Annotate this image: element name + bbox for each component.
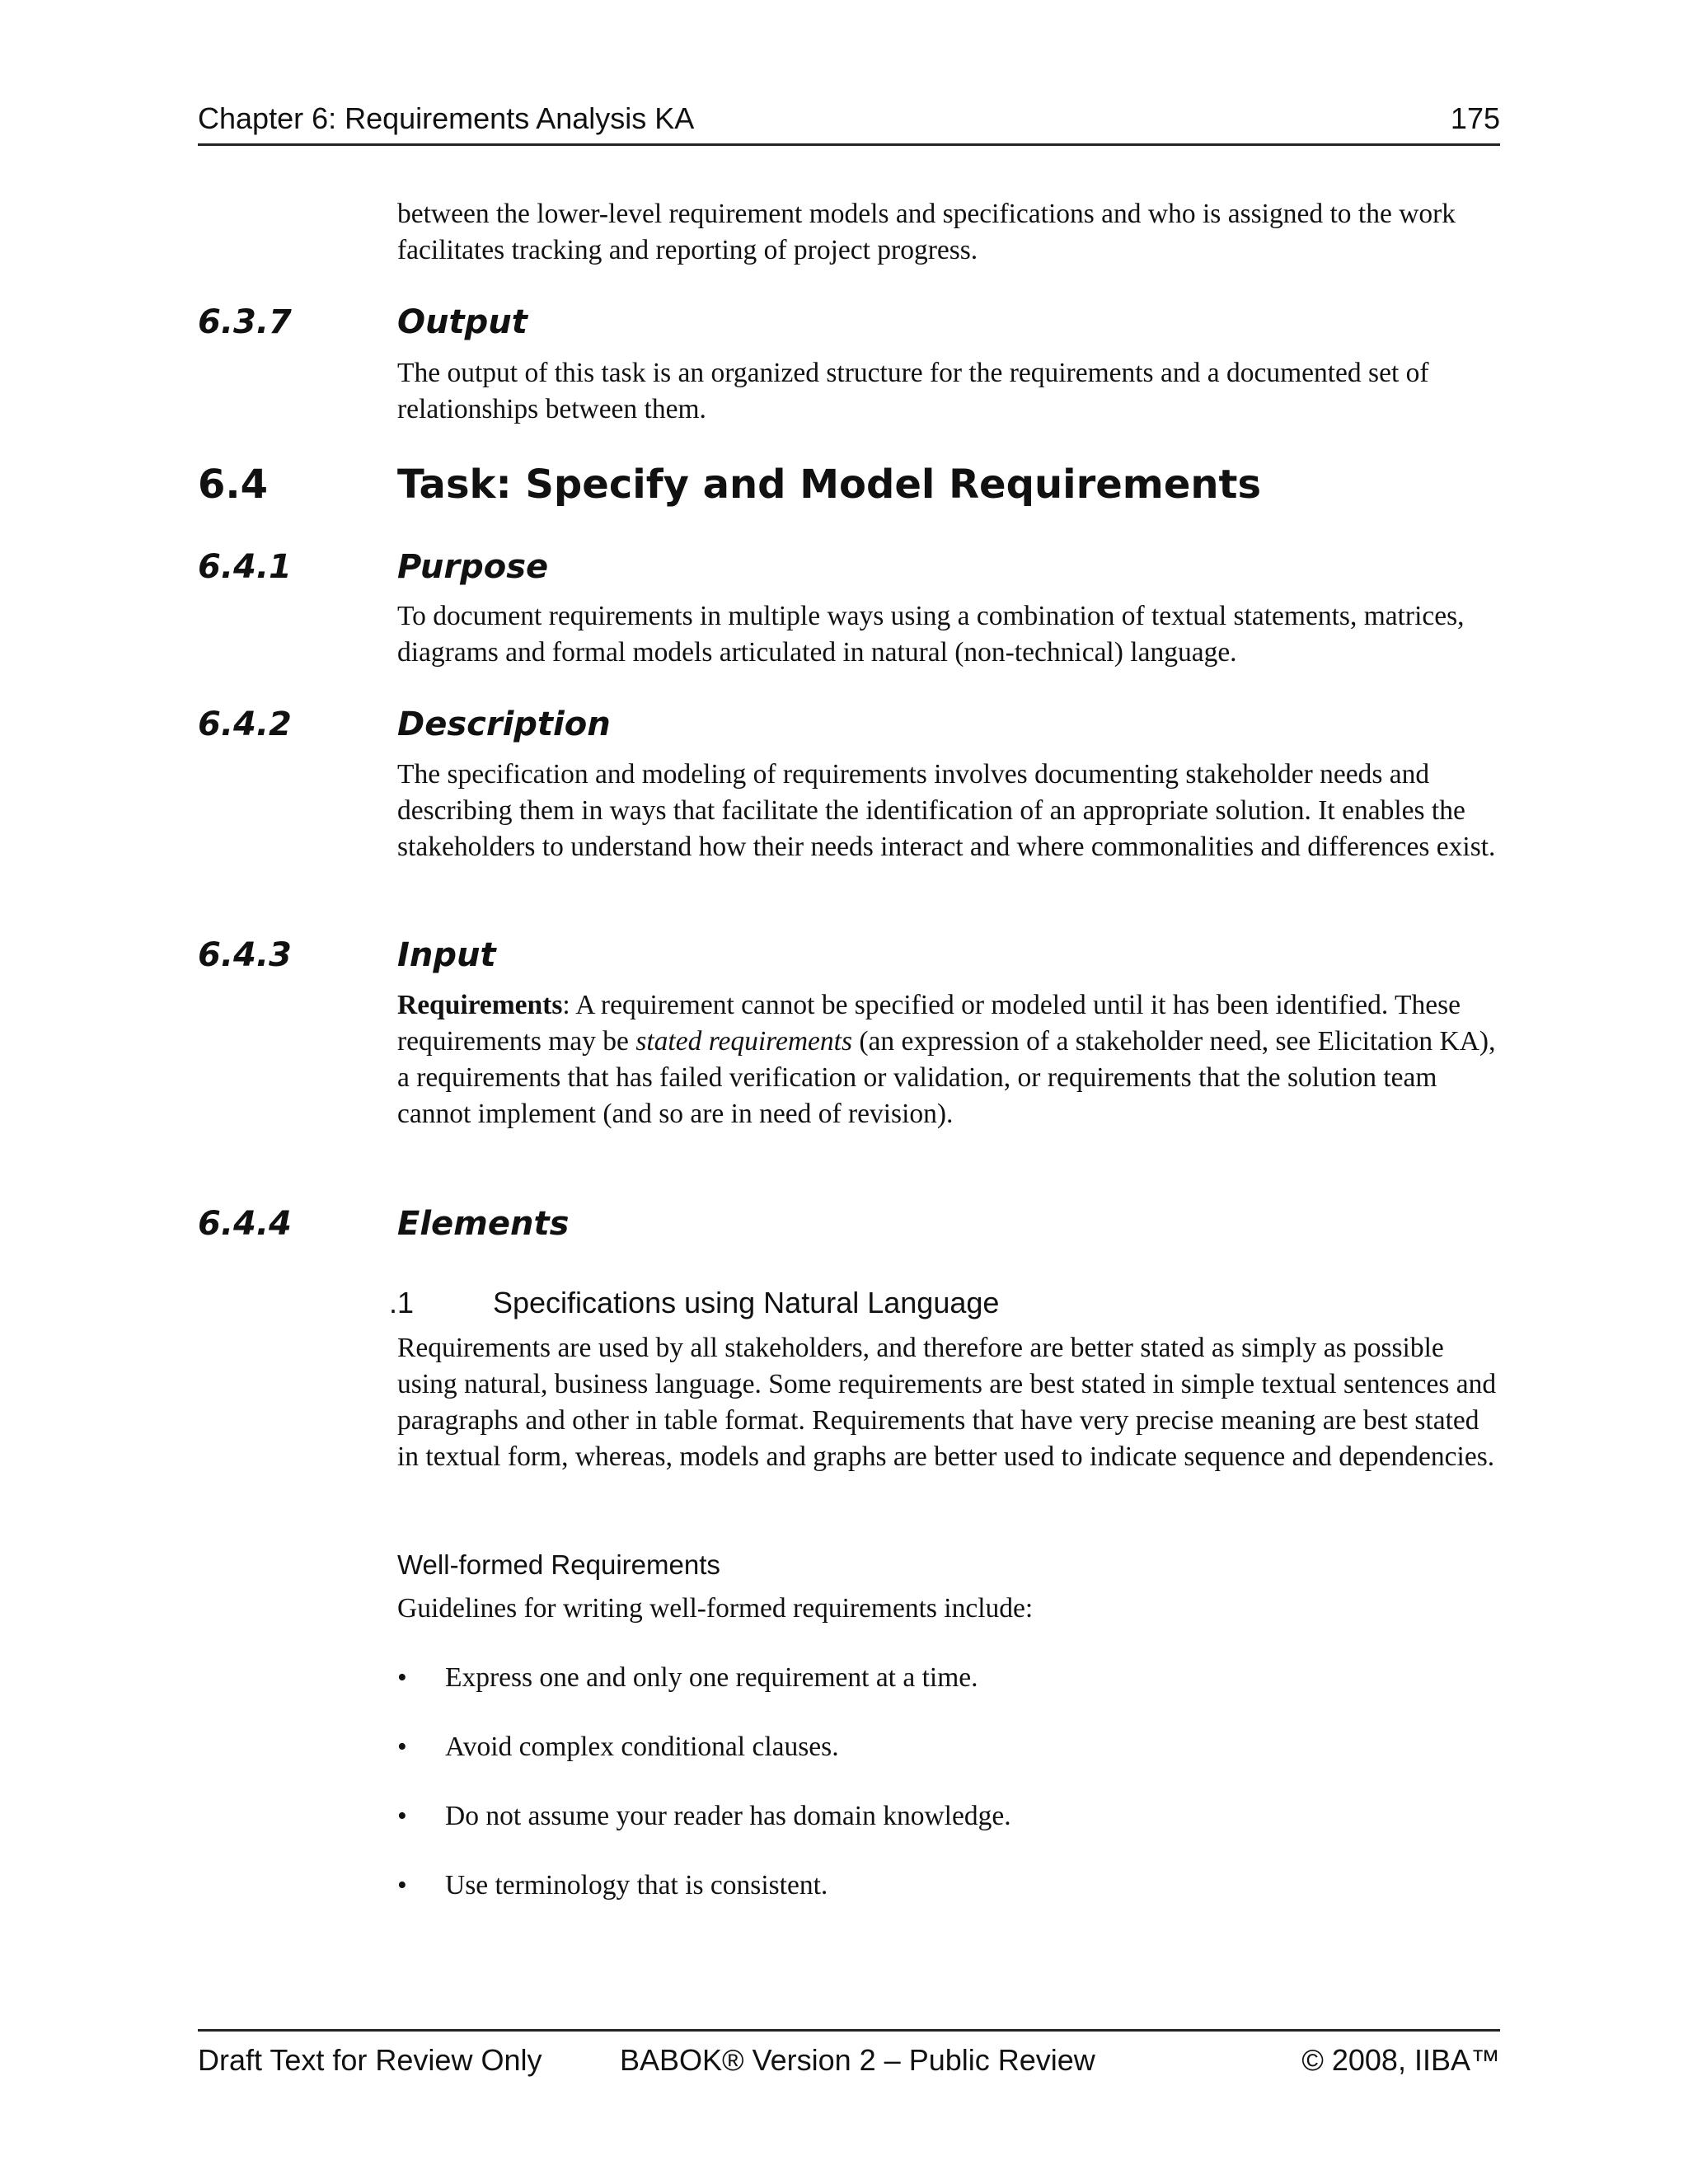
- bullet-icon: •: [397, 1801, 407, 1831]
- section-number-64: 6.4: [198, 462, 269, 508]
- subsection-number: .1: [389, 1286, 415, 1319]
- input-emphasis: stated requirements: [635, 1026, 852, 1057]
- bullet-icon: •: [397, 1662, 407, 1693]
- section-title-input: Input: [397, 936, 496, 974]
- list-item-text: Express one and only one requirement at a time.: [445, 1662, 978, 1693]
- footer-version: BABOK® Version 2 – Public Review: [620, 2043, 1095, 2077]
- list-item-text: Do not assume your reader has domain knowledge.: [445, 1801, 1011, 1831]
- well-formed-intro: Guidelines for writing well-formed requirements include:: [397, 1593, 1034, 1624]
- list-item-text: Avoid complex conditional clauses.: [445, 1732, 839, 1762]
- section-title-output: Output: [397, 303, 528, 341]
- section-title-purpose: Purpose: [397, 548, 549, 586]
- section-title-elements: Elements: [397, 1205, 570, 1243]
- list-item-text: Use terminology that is consistent.: [445, 1870, 828, 1900]
- running-header: [198, 97, 1500, 146]
- input-term: Requirements: [397, 990, 563, 1020]
- intro-paragraph: between the lower-level requirement models and specifications and who is assigned to the work facilitates tracking and reporting of project progress.: [397, 199, 1456, 265]
- footer-copyright: © 2008, IIBA™: [1301, 2043, 1500, 2077]
- section-number-642: 6.4.2: [198, 705, 292, 743]
- output-paragraph: The output of this task is an organized structure for the requirements and a documented set of relationships between them.: [397, 358, 1429, 424]
- input-paragraph: [397, 987, 1502, 1132]
- bullet-icon: •: [397, 1870, 407, 1900]
- natural-language-paragraph: Requirements are used by all stakeholders, and therefore are better stated as simply as possible using natural, business language. Some requirements are best stated in simple textual sentences and paragraphs and other in table format. Requirements that have very precise meaning are best stated in textual form, whereas, models and graphs are better used to indicate sequence and dependencies.: [397, 1333, 1497, 1472]
- section-number-643: 6.4.3: [198, 936, 292, 974]
- description-paragraph: The specification and modeling of requirements involves documenting stakeholder needs and describing them in ways that facilitate the identification of an appropriate solution. It enables the stakeholders to understand how their needs interact and where commonalities and differences exist.: [397, 759, 1496, 862]
- bullet-icon: •: [397, 1732, 407, 1762]
- input-text-b: (an expression of a stakeholder need, see Elicitation KA), a requirements that has failed verification or validation, or requirements that the solution team cannot implement (and so are in need of revision).: [397, 1026, 1496, 1129]
- subsection-title: Specifications using Natural Language: [493, 1286, 1000, 1319]
- section-title-description: Description: [397, 705, 611, 743]
- input-text-a: : A requirement cannot be specified or modeled until it has been identified. These requirements may be: [397, 990, 1461, 1057]
- section-number-637: 6.3.7: [198, 303, 292, 341]
- well-formed-heading: Well-formed Requirements: [397, 1549, 720, 1580]
- chapter-title: Chapter 6: Requirements Analysis KA: [198, 101, 695, 135]
- page-number: 175: [1450, 101, 1500, 135]
- section-number-644: 6.4.4: [198, 1205, 292, 1243]
- purpose-paragraph: To document requirements in multiple ways using a combination of textual statements, matrices, diagrams and formal models articulated in natural (non-technical) language.: [397, 601, 1465, 668]
- footer-draft-note: Draft Text for Review Only: [198, 2043, 542, 2077]
- section-number-641: 6.4.1: [198, 548, 292, 586]
- running-footer: [198, 2029, 1500, 2081]
- task-title: Task: Specify and Model Requirements: [397, 462, 1262, 508]
